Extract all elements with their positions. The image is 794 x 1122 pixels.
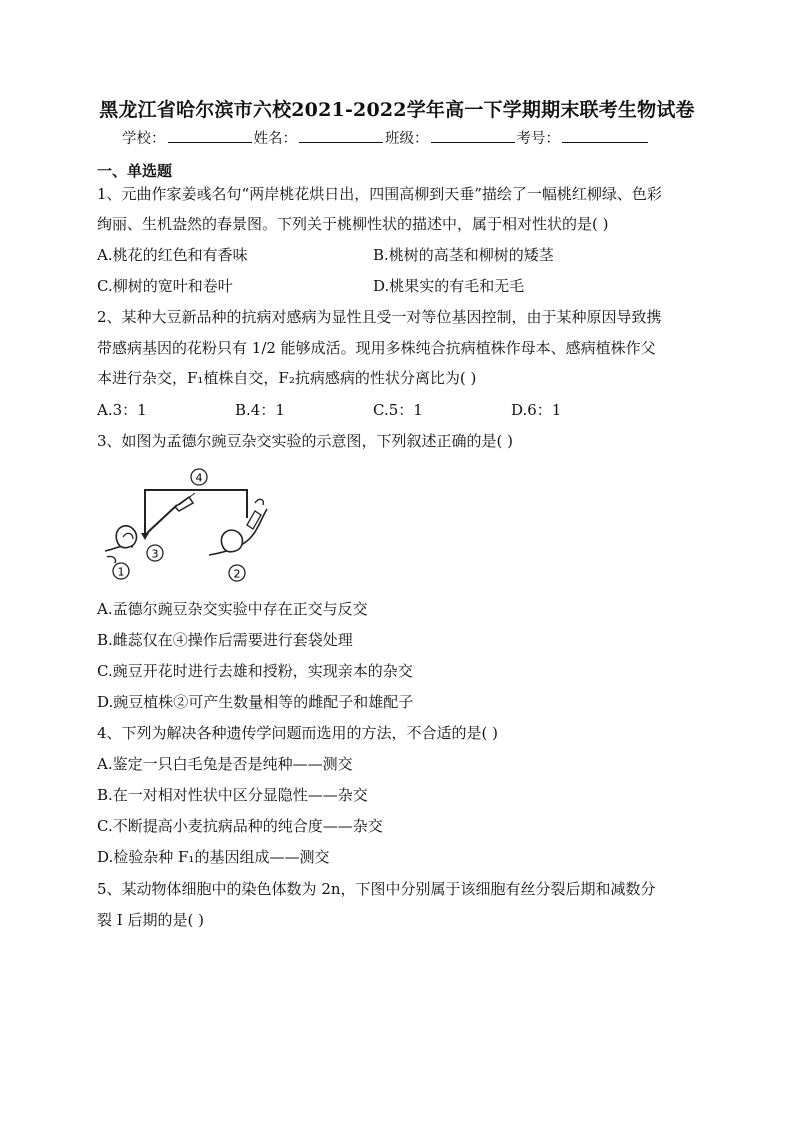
q1-option-c: C.柳树的宽叶和卷叶 <box>97 277 233 295</box>
q5-stem-line: 裂 I 后期的是( ) <box>97 911 204 929</box>
q4-option-d: D.检验杂种 F₁的基因组成——测交 <box>97 848 330 866</box>
q2-option-d: D.6：1 <box>511 401 562 419</box>
q1-option-d: D.桃果实的有毛和无毛 <box>373 277 525 295</box>
label-2-text: 2 <box>233 567 241 581</box>
left-leaf <box>107 556 116 563</box>
right-flower <box>221 530 242 552</box>
q2-stem-line: 本进行杂交，F₁植株自交，F₂抗病感病的性状分离比为( ) <box>97 369 477 387</box>
section-heading: 一、单选题 <box>97 162 173 180</box>
q1-stem-line: 绚丽、生机盎然的春景图。下列关于桃柳性状的描述中，属于相对性状的是( ) <box>97 215 609 233</box>
q3-option-c: C.豌豆开花时进行去雄和授粉，实现亲本的杂交 <box>97 662 413 680</box>
q2-option-a: A.3：1 <box>97 401 147 419</box>
q4-stem-line: 4、下列为解决各种遗传学问题而选用的方法，不合适的是( ) <box>97 724 499 742</box>
name-label: 姓名： <box>253 131 297 147</box>
label-3-text: 3 <box>151 547 159 561</box>
page-title: 黑龙江省哈尔滨市六校2021-2022学年高一下学期期末联考生物试卷 <box>99 99 695 121</box>
label-4-text: 4 <box>195 471 203 485</box>
q3-option-b: B.雌蕊仅在④操作后需要进行套袋处理 <box>97 631 353 649</box>
brush-head <box>175 497 193 511</box>
label-1-text: 1 <box>117 565 125 579</box>
transfer-bracket <box>145 490 247 528</box>
q3-option-d: D.豌豆植株②可产生数量相等的雌配子和雄配子 <box>97 693 414 711</box>
q3-stem-line: 3、如图为孟德尔豌豆杂交实验的示意图，下列叙述正确的是( ) <box>97 432 514 450</box>
exam-number-label: 考号： <box>516 131 560 147</box>
q2-stem-line: 2、某种大豆新品种的抗病对感病为显性且受一对等位基因控制，由于某种原因导致携 <box>97 308 662 326</box>
q4-option-c: C.不断提高小麦抗病品种的纯合度——杂交 <box>97 817 383 835</box>
q5-stem-line: 5、某动物体细胞中的染色体数为 2n，下图中分别属于该细胞有丝分裂后期和减数分 <box>97 880 656 898</box>
student-info-line <box>122 126 650 150</box>
class-label: 班级： <box>385 131 429 147</box>
q1-option-a: A.桃花的红色和有香味 <box>97 246 248 264</box>
q4-option-b: B.在一对相对性状中区分显隐性——杂交 <box>97 786 368 804</box>
left-flower <box>116 526 136 548</box>
school-label: 学校： <box>122 131 166 147</box>
bracket-arrowhead <box>141 533 149 540</box>
pea-cross-figure <box>97 463 277 583</box>
q1-option-b: B.桃树的高茎和柳树的矮茎 <box>373 246 554 264</box>
q4-option-a: A.鉴定一只白毛兔是否是纯种——测交 <box>97 755 353 773</box>
q2-option-c: C.5：1 <box>373 401 423 419</box>
right-tendril <box>255 499 263 505</box>
exam-number-blank <box>562 126 648 143</box>
school-blank <box>168 126 252 143</box>
name-blank <box>299 126 383 143</box>
class-blank <box>431 126 515 143</box>
pea-cross-diagram <box>97 463 277 583</box>
q1-stem-line: 1、元曲作家姜彧名句“两岸桃花烘日出，四围高柳到天垂”描绘了一幅桃红柳绿、色彩 <box>97 185 662 203</box>
q2-stem-line: 带感病基因的花粉只有 1/2 能够成活。现用多株纯合抗病植株作母本、感病植株作父 <box>97 339 656 357</box>
brush-handle <box>147 505 177 533</box>
q3-option-a: A.孟德尔豌豆杂交实验中存在正交与反交 <box>97 600 368 618</box>
q2-option-b: B.4：1 <box>235 401 285 419</box>
